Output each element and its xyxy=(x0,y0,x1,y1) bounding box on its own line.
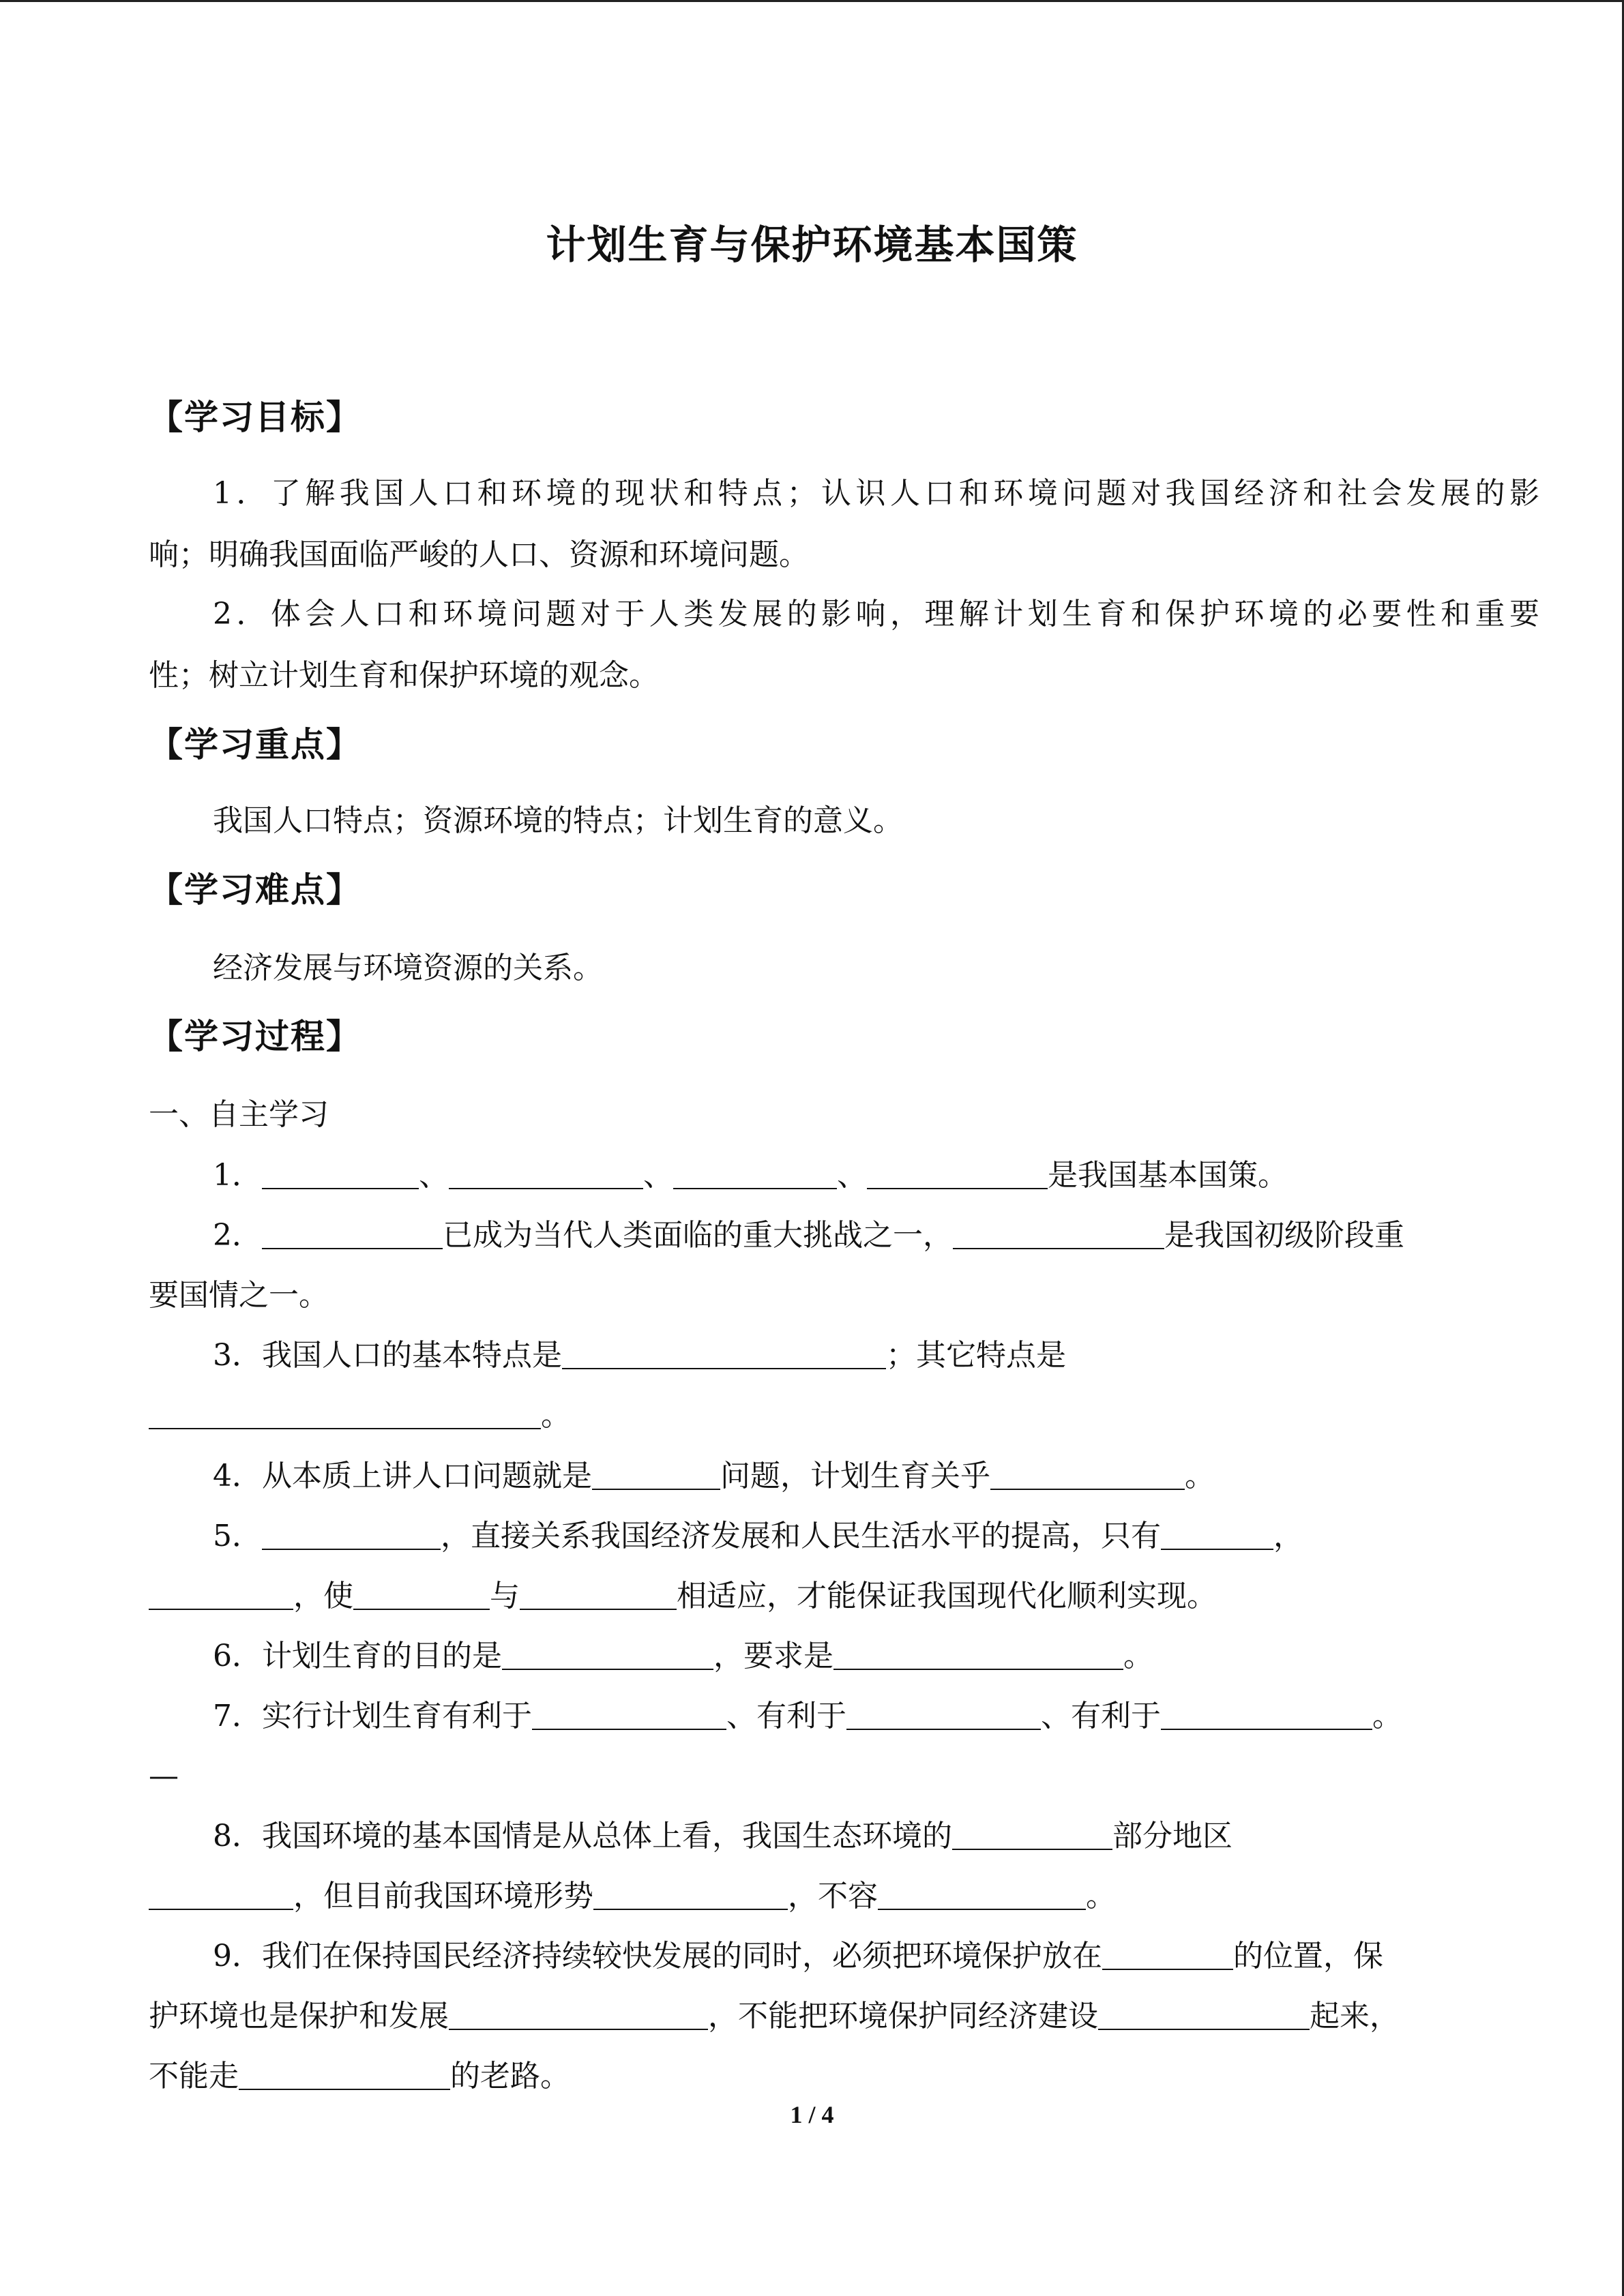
key-points-text: 我国人口特点；资源环境的特点；计划生育的意义。 xyxy=(213,803,903,838)
answer-blank[interactable] xyxy=(149,1398,541,1429)
goal-1-line-1: 1．了解我国人口和环境的现状和特点；认识人口和环境问题对我国经济和社会发展的影 xyxy=(213,476,1539,511)
question-8-line-2: ，但目前我国环境形势 ，不容 。 xyxy=(149,1876,1475,1917)
question-1: 1． 、 、 、 是我国基本国策。 xyxy=(213,1158,1288,1193)
answer-blank[interactable] xyxy=(239,2059,450,2090)
answer-blank[interactable] xyxy=(953,1218,1164,1249)
goal-2-line-2: 性；树立计划生育和保护环境的观念。 xyxy=(149,658,659,693)
answer-blank[interactable] xyxy=(562,1338,886,1369)
answer-blank[interactable] xyxy=(990,1459,1185,1490)
question-6: 6．计划生育的目的是 ，要求是 。 xyxy=(213,1639,1153,1673)
answer-blank[interactable] xyxy=(262,1158,419,1189)
answer-blank[interactable] xyxy=(593,1879,788,1910)
goals-heading: 【学习目标】 xyxy=(149,397,361,437)
answer-blank[interactable] xyxy=(1102,1939,1233,1970)
answer-blank[interactable] xyxy=(867,1158,1048,1189)
answer-blank[interactable] xyxy=(502,1639,713,1670)
question-7: 7．实行计划生育有利于 、有利于 、有利于 。 xyxy=(213,1699,1402,1733)
answer-blank[interactable] xyxy=(149,1879,293,1910)
page-number: 1 / 4 xyxy=(790,2101,834,2128)
difficulty-text: 经济发展与环境资源的关系。 xyxy=(213,951,603,985)
question-2-line-2: 要国情之一。 xyxy=(149,1278,329,1313)
answer-blank[interactable] xyxy=(846,1699,1041,1730)
question-8: 8．我国环境的基本国情是从总体上看，我国生态环境的 部分地区 xyxy=(213,1819,1232,1853)
page-title: 计划生育与保护环境基本国策 xyxy=(546,222,1078,268)
self-study-subheading: 一、自主学习 xyxy=(149,1097,329,1132)
difficulty-heading: 【学习难点】 xyxy=(149,869,361,910)
answer-blank[interactable] xyxy=(1098,1999,1310,2030)
answer-blank[interactable] xyxy=(952,1819,1112,1850)
question-9: 9．我们在保持国民经济持续较快发展的同时，必须把环境保护放在 的位置，保 xyxy=(213,1939,1383,1973)
question-5-line-2: ，使 与 相适应，才能保证我国现代化顺利实现。 xyxy=(149,1576,1475,1617)
question-3: 3．我国人口的基本特点是 ；其它特点是 xyxy=(213,1338,1066,1373)
answer-blank[interactable] xyxy=(532,1699,726,1730)
question-9-line-2: 护环境也是保护和发展 ，不能把环境保护同经济建设 起来， xyxy=(149,1999,1400,2033)
question-9-line-3: 不能走 的老路。 xyxy=(149,2059,570,2093)
answer-blank[interactable] xyxy=(878,1879,1086,1910)
question-5: 5． ，直接关系我国经济发展和人民生活水平的提高，只有 ， xyxy=(213,1519,1303,1553)
answer-blank[interactable] xyxy=(1161,1699,1372,1730)
question-2: 2． 已成为当代人类面临的重大挑战之一， 是我国初级阶段重 xyxy=(213,1218,1404,1253)
answer-blank[interactable] xyxy=(673,1158,837,1189)
process-heading: 【学习过程】 xyxy=(149,1016,361,1056)
answer-blank[interactable] xyxy=(449,1158,643,1189)
goal-1-line-2: 响；明确我国面临严峻的人口、资源和环境问题。 xyxy=(149,537,809,572)
question-3-line-2: 。 xyxy=(149,1395,1475,1436)
answer-blank[interactable] xyxy=(262,1218,443,1249)
answer-blank[interactable] xyxy=(353,1579,490,1610)
question-4: 4．从本质上讲人口问题就是 问题，计划生育关乎 。 xyxy=(213,1459,1215,1493)
question-7-line-2: — xyxy=(149,1759,179,1793)
answer-blank[interactable] xyxy=(520,1579,677,1610)
answer-blank[interactable] xyxy=(449,1999,708,2030)
answer-blank[interactable] xyxy=(262,1519,441,1550)
answer-blank[interactable] xyxy=(592,1459,720,1490)
key-points-heading: 【学习重点】 xyxy=(149,724,361,764)
answer-blank[interactable] xyxy=(149,1579,293,1610)
answer-blank[interactable] xyxy=(833,1639,1123,1670)
page-border-top xyxy=(0,0,1624,2)
answer-blank[interactable] xyxy=(1161,1519,1273,1550)
goal-2-line-1: 2．体会人口和环境问题对于人类发展的影响，理解计划生育和保护环境的必要性和重要 xyxy=(213,597,1539,631)
